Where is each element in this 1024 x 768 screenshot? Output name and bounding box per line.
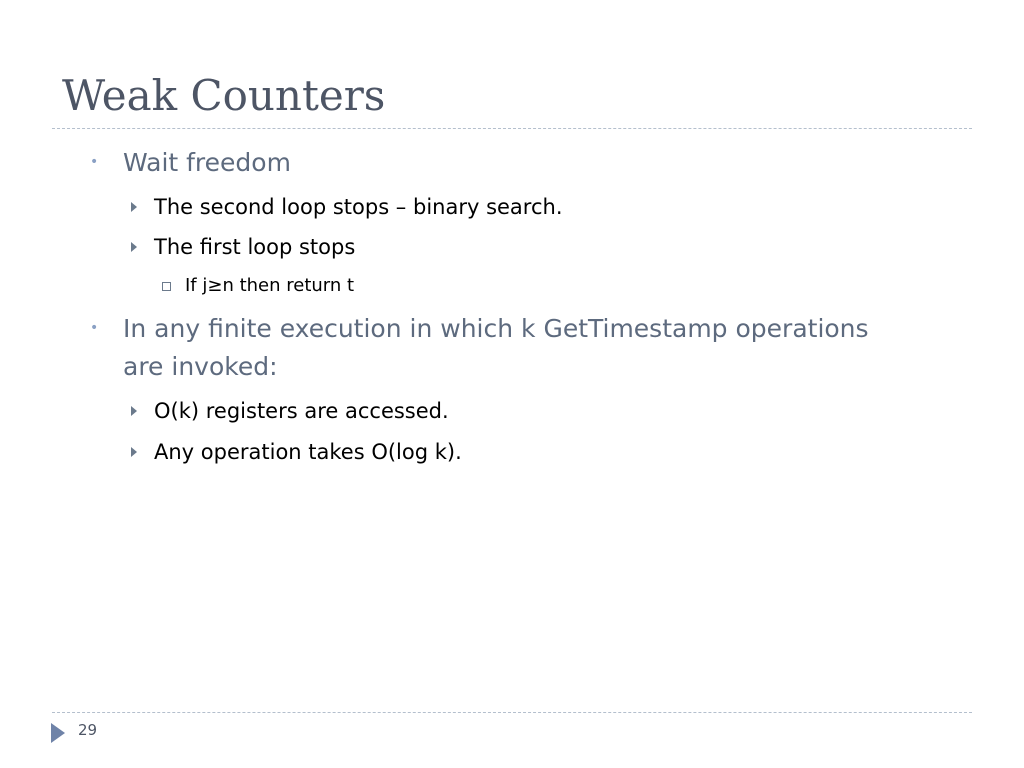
sub-bullet-second-loop: The second loop stops – binary search. (154, 195, 563, 219)
slide-title: Weak Counters (62, 71, 386, 120)
triangle-bullet-icon (131, 202, 137, 212)
bullet-finite-execution-line1: In any finite execution in which k GetTimestamp operations (123, 314, 869, 343)
sub-bullet-operation-time: Any operation takes O(log k). (154, 440, 462, 464)
triangle-bullet-icon (131, 406, 137, 416)
page-number: 29 (78, 721, 98, 739)
footer-arrow-icon (51, 723, 65, 743)
bullet-dot-icon: • (90, 320, 99, 336)
square-bullet-icon (162, 282, 171, 291)
title-divider (52, 128, 972, 129)
bullet-dot-icon: • (90, 154, 99, 170)
footer-divider (52, 712, 972, 713)
sub-sub-bullet-return: If j≥n then return t (185, 275, 355, 296)
bullet-wait-freedom: Wait freedom (123, 148, 291, 177)
sub-bullet-registers: O(k) registers are accessed. (154, 399, 449, 423)
bullet-finite-execution-line2: are invoked: (123, 352, 278, 381)
triangle-bullet-icon (131, 447, 137, 457)
triangle-bullet-icon (131, 242, 137, 252)
sub-bullet-first-loop: The first loop stops (154, 235, 356, 259)
